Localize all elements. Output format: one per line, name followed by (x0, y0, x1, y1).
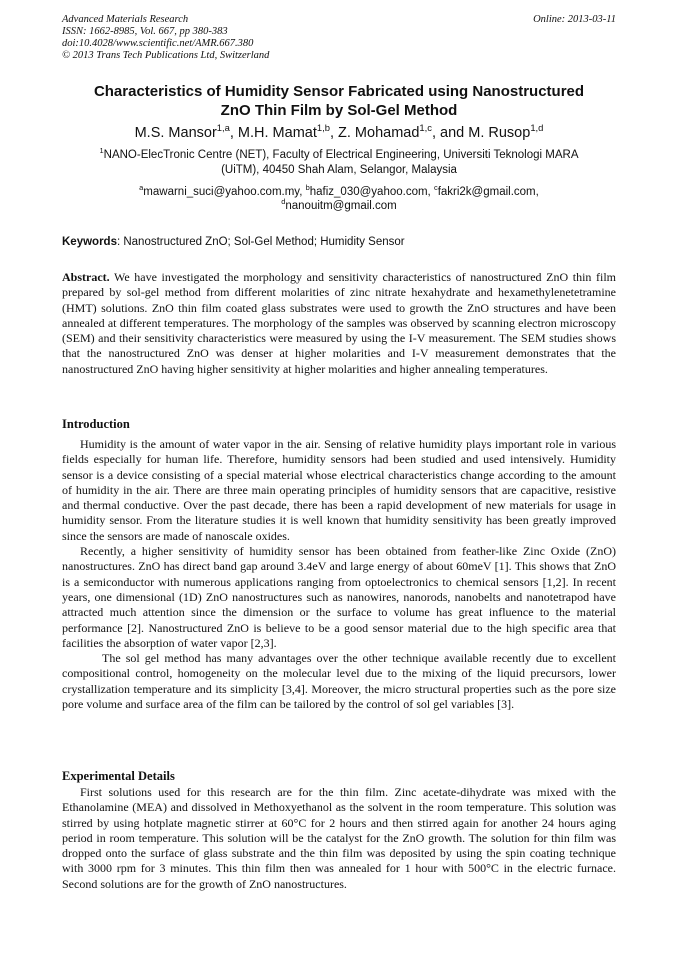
author-list (62, 124, 616, 142)
experimental-body (62, 785, 616, 892)
author-superscript: 1,c (419, 122, 432, 134)
email-superscript: b (305, 183, 310, 193)
journal-issn: ISSN: 1662-8985, Vol. 667, pp 380-383 (62, 26, 228, 37)
email-superscript: c (433, 183, 438, 193)
section-heading-experimental: Experimental Details (62, 769, 175, 783)
affiliation (62, 148, 616, 178)
author-name: M.S. Mansor (134, 125, 217, 141)
email-superscript: d (281, 197, 286, 207)
abstract-text: We have investigated the morphology and sensitivity characteristics of nanostructured ZnO thin film prepared by sol-gel method from different molarities of zinc nitrate hexahydrate and hexamethylenetetramine (HMT) solutions. ZnO thin film coated glass substrates were used to growth the ZnO structures and have been annealed at different temperatures. The morphology of the samples was observed by scanning electron microscopy (SEM) and their sensitivity characteristics were measured by using the I-V measurement. The SEM studies shows that the nanostructured ZnO was denser at higher molarities and I-V measurement demonstrates that the nanostructured ZnO having higher sensitivity at higher molarities and higher annealing temperatures. (62, 270, 616, 376)
paper-title (62, 82, 616, 120)
journal-copyright: © 2013 Trans Tech Publications Ltd, Switzerland (62, 50, 270, 61)
affiliation-line-1: NANO-ElecTronic Centre (NET), Faculty of Electrical Engineering, Universiti Teknologi MARA (103, 149, 579, 161)
section-heading-introduction: Introduction (62, 417, 130, 431)
author-superscript: 1,d (530, 122, 544, 134)
author-separator: , and (431, 125, 469, 141)
affiliation-line-2: (UiTM), 40450 Shah Alam, Selangor, Malaysia (221, 164, 457, 176)
author-separator: , (229, 125, 238, 141)
introduction-body (62, 437, 616, 712)
paper-title-line-1: Characteristics of Humidity Sensor Fabricated using Nanostructured (93, 83, 585, 100)
email-link[interactable]: fakri2k@gmail.com, (437, 186, 539, 198)
author-separator: , (329, 125, 339, 141)
email-link[interactable]: nanouitm@gmail.com (285, 200, 397, 212)
email-link[interactable]: mawarni_suci@yahoo.com.my, (143, 186, 306, 198)
email-link[interactable]: hafiz_030@yahoo.com, (309, 186, 434, 198)
author-name: M.H. Mamat (237, 125, 317, 141)
author-emails (62, 185, 616, 213)
abstract-label: Abstract. (62, 270, 110, 284)
journal-doi: doi:10.4028/www.scientific.net/AMR.667.380 (62, 38, 254, 49)
journal-name: Advanced Materials Research (62, 14, 189, 25)
online-date: Online: 2013-03-11 (533, 14, 616, 25)
author-name: Z. Mohamad (338, 125, 420, 141)
paper-title-line-2: ZnO Thin Film by Sol-Gel Method (220, 102, 458, 119)
email-superscript: a (139, 183, 144, 193)
author-name: M. Rusop (468, 125, 531, 141)
keywords-label: Keywords (62, 236, 117, 248)
paragraph: Recently, a higher sensitivity of humidity sensor has been obtained from feather-like Zinc Oxide (ZnO) nanostructures. ZnO has direct band gap around 3.4eV and large energy of about 60meV [1]. This shows that ZnO is a semiconductor with numerous applications ranging from optoelectronics to chemical sensors [1,2]. In recent years, one dimensional (1D) ZnO nanostructures such as nanowires, nanorods, nanobelts and nanotetrapod have attracted much attention since the dimension or the surface to volume has great influence to the material performance [2]. Nanostructured ZnO is believe to be a good sensor material due to the high specific area that facilities the absorption of water vapor [2,3]. (62, 544, 616, 650)
paragraph: First solutions used for this research are for the thin film. Zinc acetate-dihydrate was mixed with the Ethanolamine (MEA) and dissolved in Methoxyethanol as the solvent in the room temperature. This solution was stirred by using hotplate magnetic stirrer at 60°C for 2 hours and then stirred again for another 24 hours aging period in room temperature. This solution will be the catalyst for the ZnO growth. The solution for thin film was dropped onto the surface of glass substrate and the thin film was deposited by using the spin coating technique with 3000 rpm for 3 minutes. This thin film then was annealed for 1 hour with 500°C in the electric furnace. Second solutions are for the growth of ZnO nanostructures. (62, 785, 616, 891)
affiliation-superscript: 1 (99, 146, 104, 156)
keywords (62, 235, 616, 249)
paragraph: The sol gel method has many advantages over the other technique available recently due to excellent compositional control, homogeneity on the molecular level due to the mixing of the liquid precursors, lower crystallization temperature and its simplicity [3,4]. Moreover, the micro structural properties such as the pore size pore volume and surface area of the film can be tailored by the control of sol gel variables [3]. (62, 651, 616, 712)
keywords-text: : Nanostructured ZnO; Sol-Gel Method; Humidity Sensor (116, 236, 405, 248)
journal-header (62, 14, 616, 62)
author-superscript: 1,b (316, 122, 330, 134)
abstract (62, 270, 616, 377)
paragraph: Humidity is the amount of water vapor in the air. Sensing of relative humidity plays important role in various fields especially for human life. Therefore, humidity sensors had been studied and used intensively. Humidity sensor is a device consisting of a special material whose electrical characteristics change according to the amount of humidity in the air. There are three main operating principles of humidity sensors that are capacitive, resistive and thermal conductive. Over the past decade, there has been a rapid development of new materials for usage in humidity sensor. From the literature studies it is well known that humidity sensitivity has been greatly improved since the sensors are made of nanoscale oxides. (62, 437, 616, 543)
author-superscript: 1,a (216, 122, 230, 134)
